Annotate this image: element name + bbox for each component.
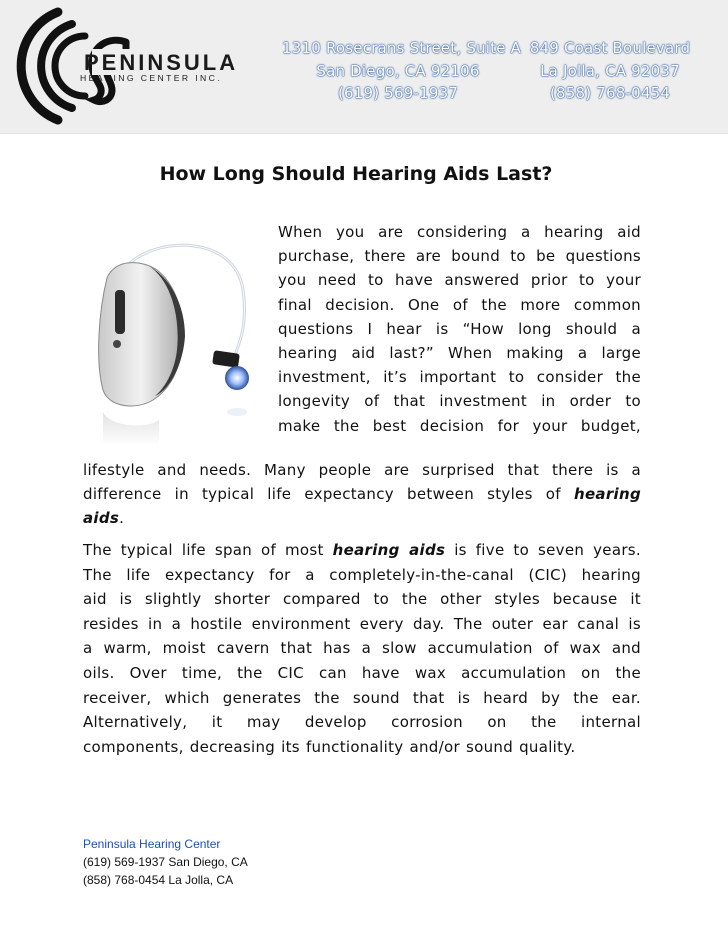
text-line: lifestyle and needs. Many people are surprised that there is a: [83, 461, 641, 479]
text-line: [83, 482, 641, 506]
text-line: receiver, which generates the sound that is heard by the ear.: [83, 688, 641, 707]
footer-line: (858) 768-0454 La Jolla, CA: [83, 873, 234, 887]
text-line: When you are considering a hearing aid: [278, 223, 641, 241]
article-title: How Long Should Hearing Aids Last?: [159, 163, 553, 185]
text-line: oils. Over time, the CIC can have wax accumulation on the: [83, 663, 641, 682]
text-line: a warm, moist cavern that has a slow accumulation of wax and: [83, 639, 641, 658]
text-line: Alternatively, it may develop corrosion on the internal: [83, 713, 641, 732]
text-line: The life expectancy for a completely-in-the-canal (CIC) hearing: [83, 565, 641, 584]
text-line: hearing aid last?” When making a large: [278, 344, 641, 363]
text-line: components, decreasing its functionality and/or sound quality.: [83, 737, 576, 756]
text-line: questions I hear is “How long should a: [278, 319, 641, 338]
emphasis-hearing: hearing: [573, 485, 641, 504]
text-run: .: [119, 509, 125, 528]
paragraph-intro-full: [83, 458, 641, 531]
text-line: longevity of that investment in order to: [278, 392, 641, 411]
address-phone: (858) 768-0454: [549, 84, 671, 102]
footer-contact: [83, 835, 248, 889]
address-san-diego: [282, 37, 522, 105]
text-line: final decision. One of the more common: [278, 295, 641, 314]
hearing-aid-photo: [85, 240, 268, 450]
text-line: aid is slightly shorter compared to the other styles because it: [83, 590, 641, 609]
address-la-jolla: [528, 37, 692, 105]
text-line: make the best decision for your budget,: [278, 416, 641, 435]
letterhead: [0, 0, 728, 134]
text-line: purchase, there are bound to be questions: [278, 247, 641, 266]
text-line: you need to have answered prior to your: [278, 271, 641, 290]
address-street: 1310 Rosecrans Street, Suite A: [282, 39, 522, 57]
footer-line: (619) 569-1937 San Diego, CA: [83, 855, 248, 869]
footer-link[interactable]: Peninsula Hearing Center: [83, 837, 221, 851]
logo-tagline: HEARING CENTER INC.: [80, 73, 223, 83]
paragraph-life-span: [83, 538, 641, 759]
logo-wordmark: PENINSULA: [84, 50, 239, 75]
emphasis-aids: aids: [83, 509, 120, 528]
emphasis-hearing-aids: hearing aids: [332, 541, 446, 559]
text-line: [83, 506, 641, 530]
paragraph-intro-wrapped: [278, 220, 641, 438]
address-street: 849 Coast Boulevard: [529, 39, 691, 57]
text-line: investment, it’s important to consider the: [278, 368, 641, 387]
address-city: La Jolla, CA 92037: [540, 61, 680, 80]
address-phone: (619) 569-1937: [337, 84, 459, 102]
address-city: San Diego, CA 92106: [316, 61, 480, 80]
text-line: resides in a hostile environment every day. The outer ear canal is: [83, 614, 641, 633]
text-line: [83, 538, 641, 563]
text-run: is five to seven years.: [454, 541, 641, 559]
text-run: The typical life span of most: [83, 541, 324, 559]
text-run: difference in typical life expectancy between styles of: [83, 485, 561, 504]
